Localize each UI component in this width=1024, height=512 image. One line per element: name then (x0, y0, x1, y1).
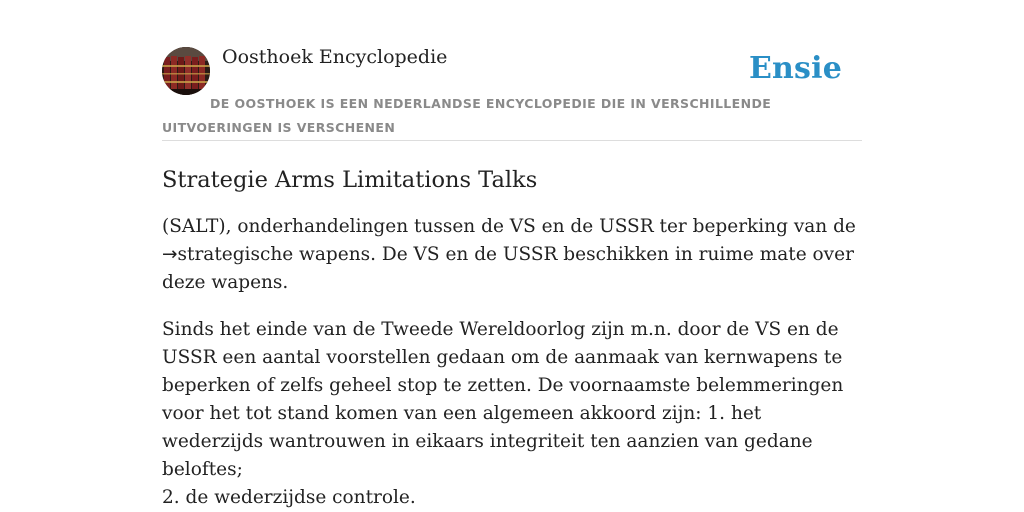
link-strategische-wapens[interactable]: strategische wapens (177, 244, 371, 265)
brand-logo[interactable]: Ensie (748, 51, 842, 86)
paragraph-2-text: Sinds het einde van de Tweede Wereldoorlog zijn m.n. door de VS en de USSR een aantal voorstellen gedaan om de aanmaak van kernwapens te beperken of zelfs geheel stop te zetten. De voornaamste belemmeringen voor het tot stand komen van een algemeen akkoord zijn: 1. het wederzijds wantrouwen in eikaars integriteit ten aanzien van gedane beloftes; (162, 319, 844, 480)
paragraph-2-line-2: 2. de wederzijdse controle. (162, 487, 416, 508)
site-name[interactable]: Oosthoek Encyclopedie (222, 46, 448, 68)
paragraph-1-intro: (SALT), onderhandelingen tussen de VS en de USSR ter beperking van de (162, 216, 856, 237)
site-header (162, 44, 862, 141)
article-paragraph-1 (162, 213, 862, 297)
site-tagline: DE OOSTHOEK IS EEN NEDERLANDSE ENCYCLOPEDIE DIE IN VERSCHILLENDE UITVOERINGEN IS VERSCHENEN (162, 96, 772, 135)
article-title: Strategie Arms Limitations Talks (162, 167, 538, 193)
link-arrow: → (162, 244, 178, 265)
books-icon[interactable] (162, 47, 210, 95)
page (162, 44, 862, 512)
paragraph-1-rest: . De VS en de USSR beschikken in ruime mate over deze wapens. (162, 244, 854, 293)
article-paragraph-2 (162, 316, 862, 512)
